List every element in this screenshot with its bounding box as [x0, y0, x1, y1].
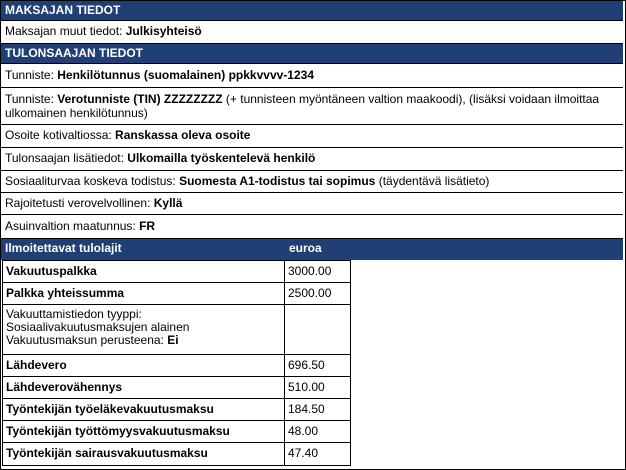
insurance-type-line2: Sosiaalivakuutusmaksujen alainen — [6, 320, 190, 334]
payee-social-note: (täydentävä lisätieto) — [375, 174, 490, 188]
income-value-text: 3000.00 — [288, 264, 332, 278]
insurance-basis-label: Vakuutusmaksun perusteena: — [6, 333, 168, 347]
income-label-text: Työntekijän työttömyysvakuutusmaksu — [6, 424, 230, 438]
payer-other-label: Maksajan muut tiedot: — [5, 24, 126, 38]
payee-limited-label: Rajoitetusti verovelvollinen: — [5, 196, 154, 210]
income-label-text: Työntekijän työeläkevakuutusmaksu — [6, 402, 214, 416]
payee-social-label: Sosiaaliturvaa koskeva todistus: — [5, 174, 180, 188]
payee-address-label: Osoite kotivaltiossa: — [5, 128, 116, 142]
income-label-text: Työntekijän sairausvakuutusmaksu — [6, 446, 208, 460]
payer-section-header — [1, 1, 623, 20]
income-row-value — [284, 376, 351, 399]
income-row-label — [2, 354, 285, 377]
payee-country-row — [1, 214, 623, 238]
payee-id1-value: Henkilötunnus (suomalainen) ppkkvvvv-1234 — [57, 68, 314, 82]
income-row-value — [284, 420, 351, 443]
income-row-value — [284, 260, 351, 283]
insurance-basis-line — [6, 334, 284, 347]
payee-social-value: Suomesta A1-todistus tai sopimus — [179, 174, 376, 188]
payee-extra-row — [1, 147, 623, 170]
payee-id2-label: Tunniste: — [5, 92, 58, 106]
income-table-label-header — [1, 238, 284, 260]
payee-address-value: Ranskassa oleva osoite — [115, 128, 251, 142]
income-row-label — [2, 420, 285, 443]
income-value-text: 47.40 — [288, 446, 319, 460]
income-value-text: 184.50 — [288, 402, 325, 416]
income-col-label: Ilmoitettavat tulolajit — [5, 241, 122, 255]
insurance-basis-value: Ei — [167, 333, 179, 347]
income-row-label — [2, 304, 285, 355]
income-col-unit: euroa — [289, 241, 322, 255]
income-label-text: Lähdevero — [6, 358, 67, 372]
payee-id2-row — [1, 87, 623, 124]
income-label-text: Vakuutuspalkka — [6, 264, 97, 278]
payer-other-value: Julkisyhteisö — [125, 24, 202, 38]
income-value-text: 2500.00 — [288, 286, 332, 300]
income-value-text: 510.00 — [288, 380, 325, 394]
income-row-value — [284, 304, 351, 355]
income-row-label — [2, 442, 285, 466]
payee-id1-label: Tunniste: — [5, 68, 58, 82]
income-table-unit-header — [284, 238, 623, 260]
income-row-label — [2, 376, 285, 399]
payee-id1-row — [1, 63, 623, 87]
income-row-value — [284, 398, 351, 421]
payer-header-text: MAKSAJAN TIEDOT — [5, 3, 121, 17]
payer-other-row — [1, 20, 623, 44]
income-row-label — [2, 398, 285, 421]
income-row-label — [2, 282, 285, 305]
income-label-text: Lähdeverovähennys — [6, 380, 123, 394]
payee-country-value: FR — [139, 219, 156, 233]
payee-extra-value: Ulkomailla työskentelevä henkilö — [127, 151, 316, 165]
payee-header-text: TULONSAAJAN TIEDOT — [5, 46, 143, 60]
payee-limited-value: Kyllä — [153, 196, 183, 210]
income-row-value — [284, 354, 351, 377]
payee-id2-note: (+ tunnisteen myöntäneen valtion maakoodi), (lisäksi voidaan ilmoittaa ulkomainen henkilötunnus) — [5, 92, 600, 120]
payee-id2-value: Verotunniste (TIN) ZZZZZZZZ — [57, 92, 223, 106]
payee-extra-label: Tulonsaajan lisätiedot: — [5, 151, 128, 165]
insurance-type-line1: Vakuuttamistiedon tyyppi: — [6, 307, 142, 321]
payee-social-row — [1, 170, 623, 192]
payee-country-label: Asuinvaltion maatunnus: — [5, 219, 140, 233]
income-row-value — [284, 442, 351, 466]
payee-address-row — [1, 124, 623, 147]
payee-section-header — [1, 43, 623, 63]
income-value-text: 48.00 — [288, 424, 319, 438]
income-value-text: 696.50 — [288, 358, 325, 372]
income-row-value — [284, 282, 351, 305]
payee-limited-row — [1, 192, 623, 214]
income-row-label — [2, 260, 285, 283]
income-label-text: Palkka yhteissumma — [6, 286, 125, 300]
